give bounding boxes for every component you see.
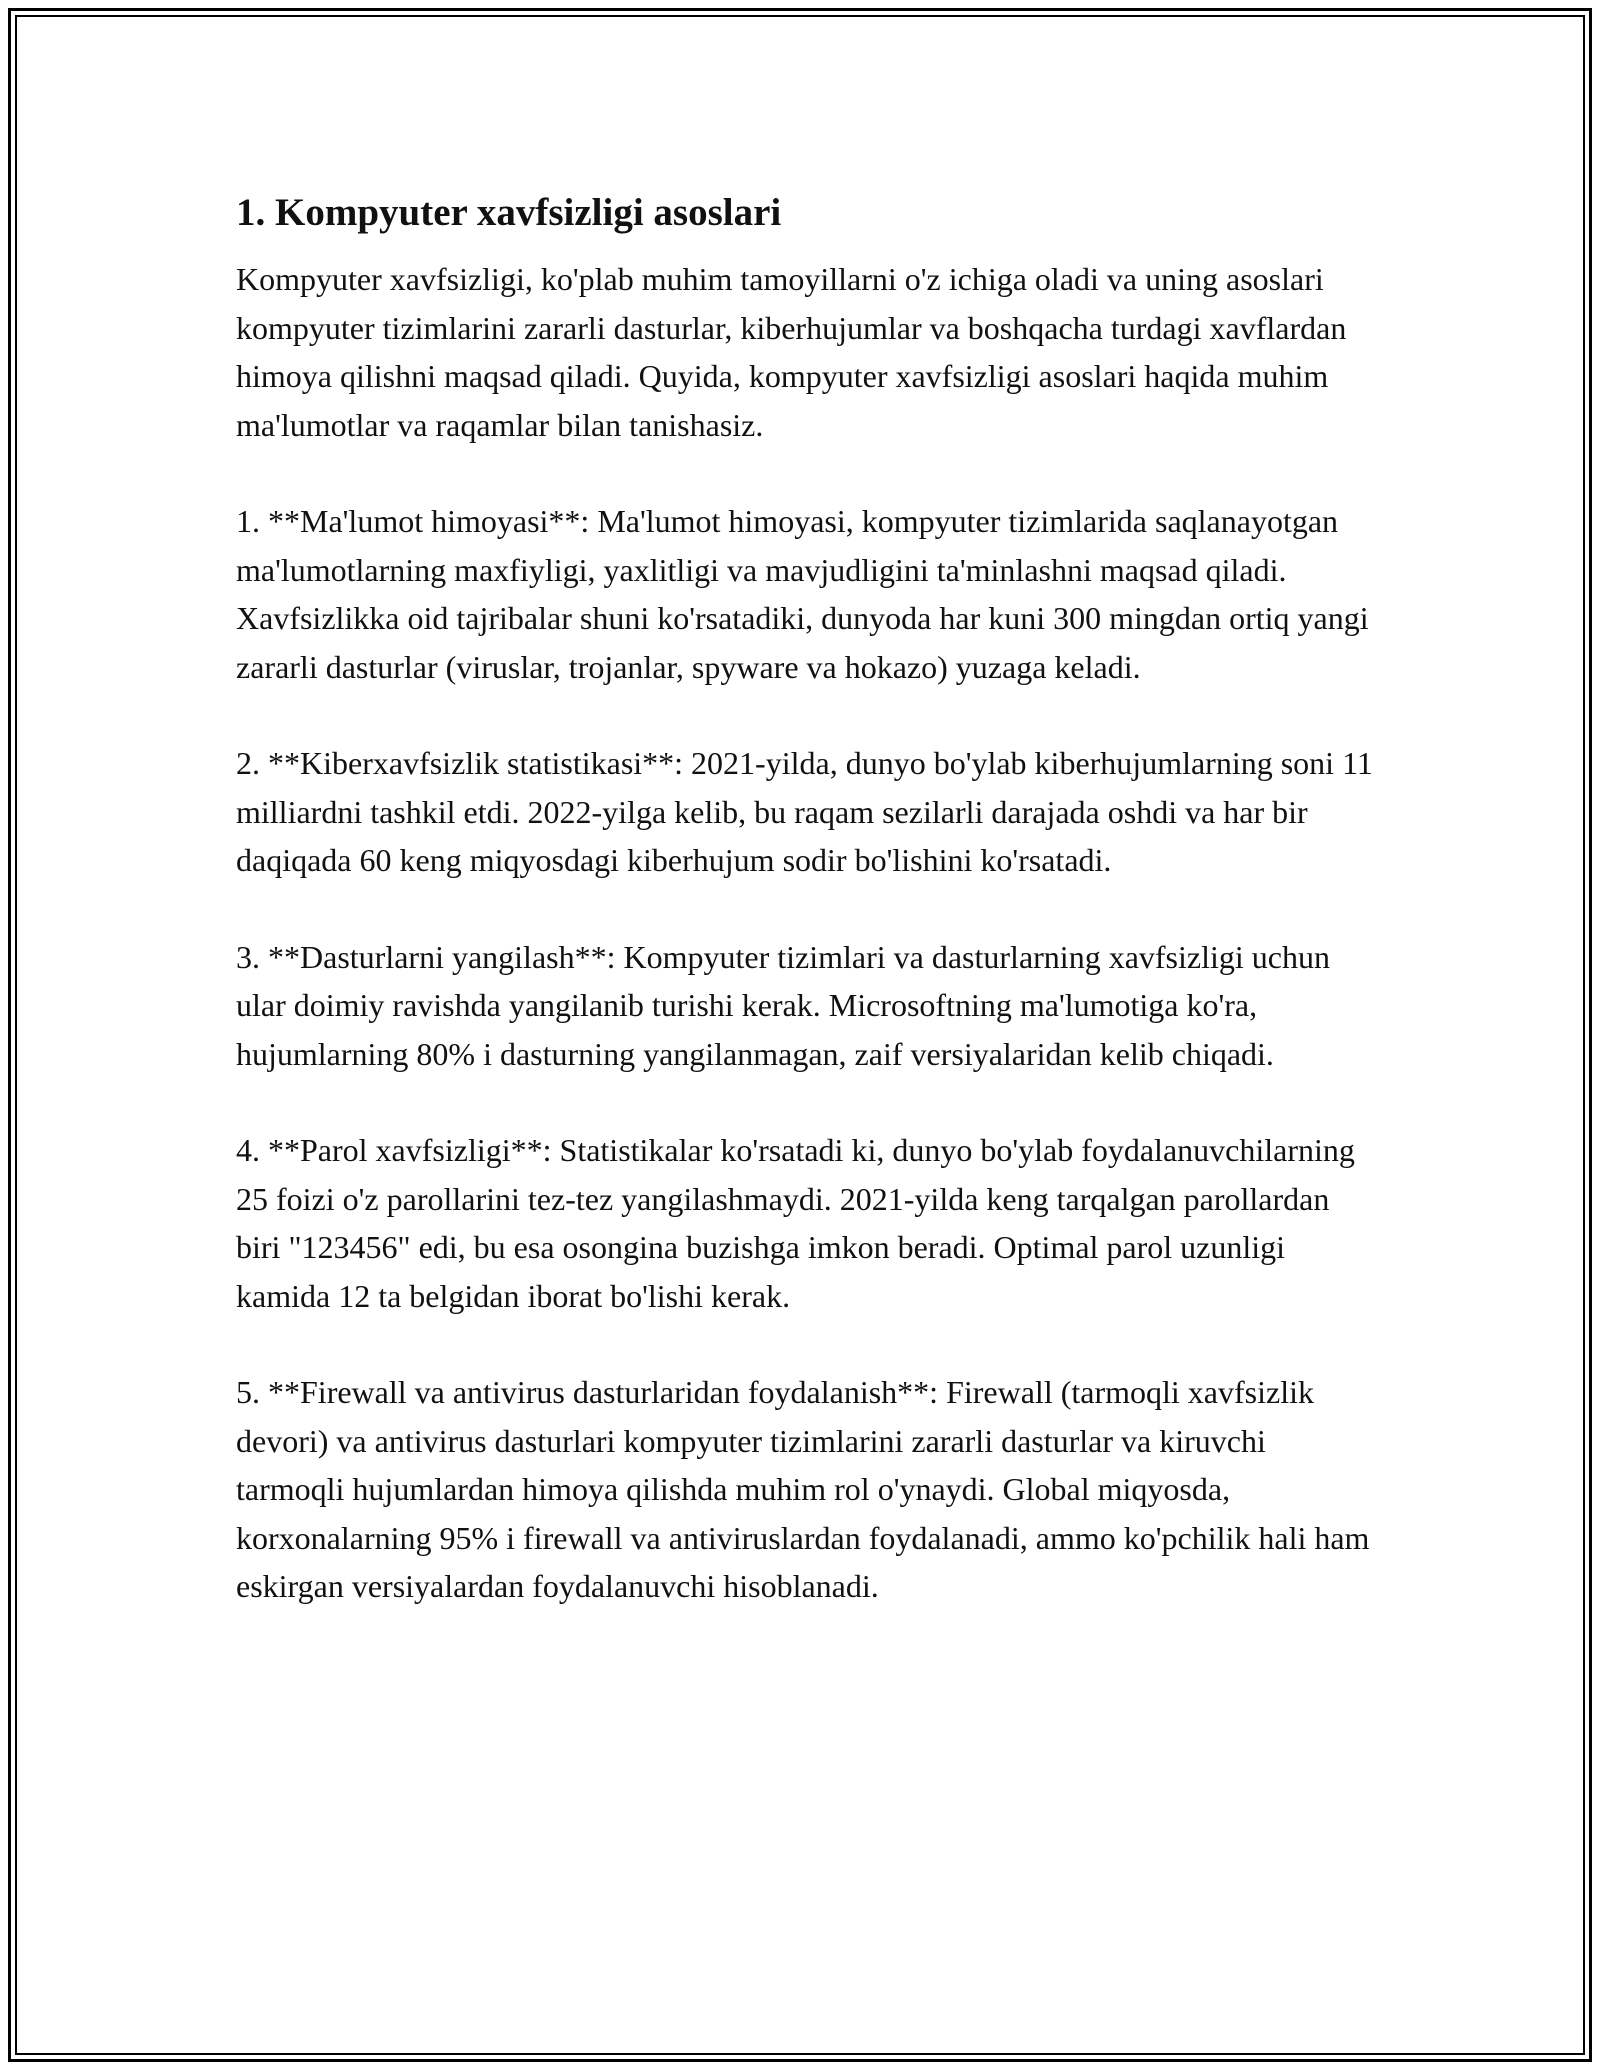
intro-paragraph: Kompyuter xavfsizligi, ko'plab muhim tamoyillarni o'z ichiga oladi va uning asoslari kompyuter tizimlarini zararli dasturlar, kiberhujumlar va boshqacha turdagi xavflardan himoya qilishni maqsad qiladi. Quyida, kompyuter xavfsizligi asoslari haqida muhim ma'lumotlar va raqamlar bilan tanishasiz. bbox=[236, 261, 1347, 443]
list-item-firewall-antivirus: 5. **Firewall va antivirus dasturlaridan foydalanish**: Firewall (tarmoqli xavfsizlik devori) va antivirus dasturlari kompyuter tizimlarini zararli dasturlar va kiruvchi tarmoqli hujumlardan himoya qilishda muhim rol o'ynaydi. Global miqyosda, korxonalarning 95% i firewall va antiviruslardan foydalanadi, ammo ko'pchilik hali ham eskirgan versiyalardan foydalanuvchi hisoblanadi. bbox=[236, 1374, 1370, 1604]
list-item-software-updates: 3. **Dasturlarni yangilash**: Kompyuter tizimlari va dasturlarning xavfsizligi uchun ular doimiy ravishda yangilanib turishi kerak. Microsoftning ma'lumotiga ko'ra, hujumlarning 80% i dasturning yangilanmagan, zaif versiyalaridan kelib chiqadi. bbox=[236, 938, 1330, 1072]
page-title: 1. Kompyuter xavfsizligi asoslari bbox=[236, 191, 782, 234]
list-item-cybersecurity-statistics: 2. **Kiberxavfsizlik statistikasi**: 2021-yilda, dunyo bo'ylab kiberhujumlarning soni 11 milliardni tashkil etdi. 2022-yilga kelib, bu raqam sezilarli darajada oshdi va har bir daqiqada 60 keng miqyosdagi kiberhujum sodir bo'lishini ko'rsatadi. bbox=[236, 745, 1373, 878]
list-item-data-protection: 1. **Ma'lumot himoyasi**: Ma'lumot himoyasi, kompyuter tizimlarida saqlanayotgan ma'lumotlarning maxfiyligi, yaxlitligi va mavjudligini ta'minlashni maqsad qiladi. Xavfsizlikka oid tajribalar shuni ko'rsatadiki, dunyoda har kuni 300 mingdan ortiq yangi zararli dasturlar (viruslar, trojanlar, spyware va hokazo) yuzaga keladi. bbox=[236, 503, 1369, 685]
list-item-password-security: 4. **Parol xavfsizligi**: Statistikalar ko'rsatadi ki, dunyo bo'ylab foydalanuvchilarning 25 foizi o'z parollarini tez-tez yangilashmaydi. 2021-yilda keng tarqalgan parollardan biri "123456" edi, bu esa osongina buzishga imkon beradi. Optimal parol uzunligi kamida 12 ta belgidan iborat bo'lishi kerak. bbox=[236, 1132, 1355, 1314]
document-body bbox=[236, 185, 1376, 1659]
